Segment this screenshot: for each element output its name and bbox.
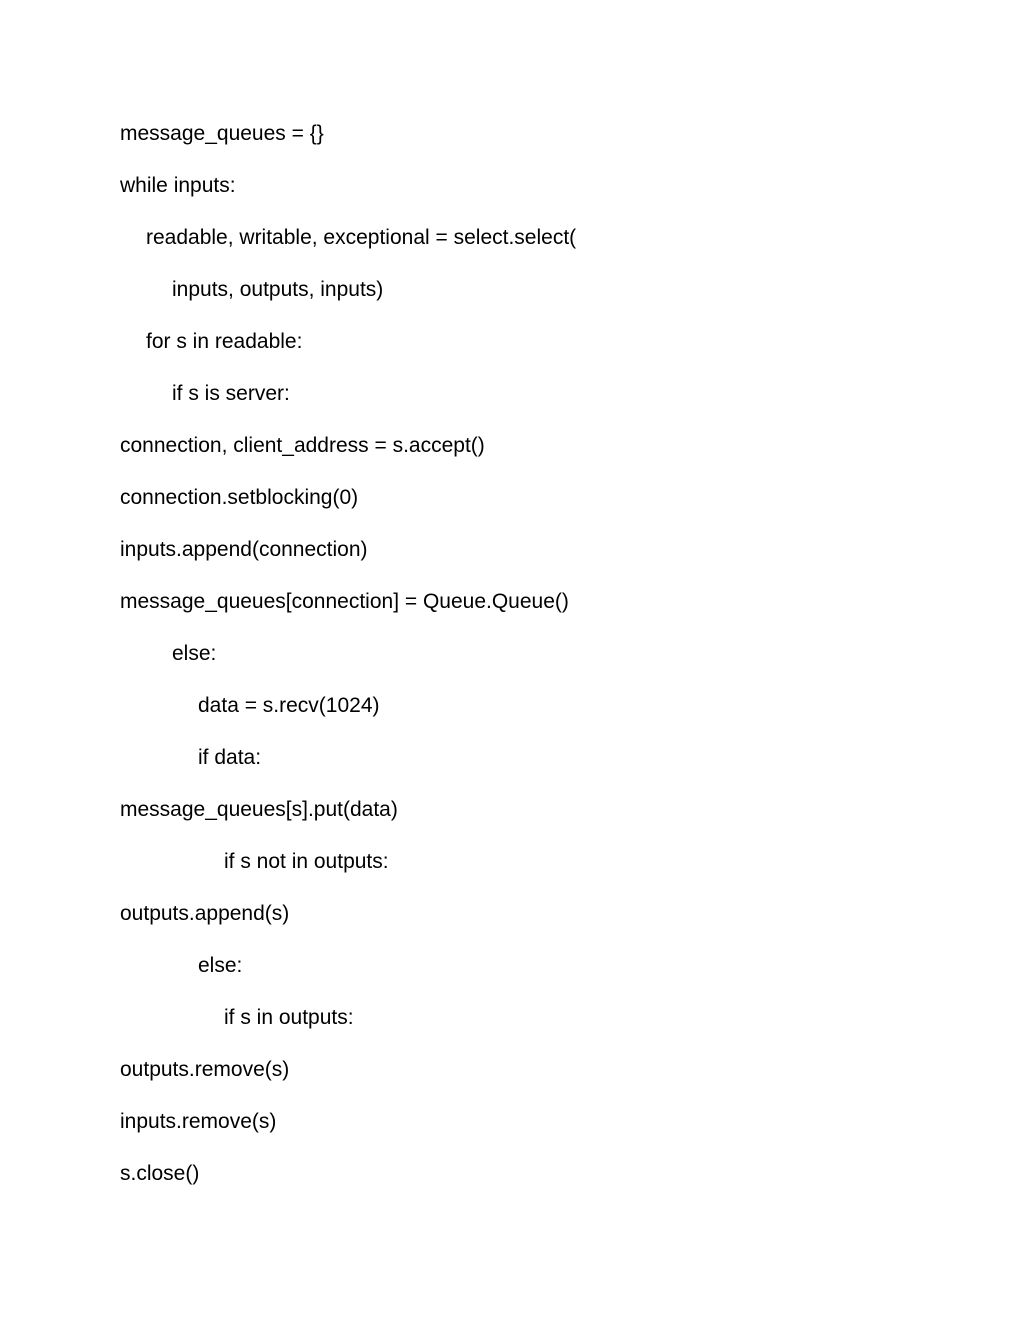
code-line: outputs.remove(s) xyxy=(120,1058,290,1081)
code-line: else: xyxy=(198,954,243,977)
code-line: data = s.recv(1024) xyxy=(198,694,380,717)
code-line: inputs.append(connection) xyxy=(120,538,368,561)
code-line: if s not in outputs: xyxy=(224,850,389,873)
code-line: if s in outputs: xyxy=(224,1006,354,1029)
code-line: connection.setblocking(0) xyxy=(120,486,359,509)
code-line: if data: xyxy=(198,746,262,769)
code-listing xyxy=(120,120,576,1212)
code-line: inputs, outputs, inputs) xyxy=(172,278,384,301)
code-line: s.close() xyxy=(120,1162,200,1185)
code-line: connection, client_address = s.accept() xyxy=(120,434,485,457)
code-line: message_queues[connection] = Queue.Queue() xyxy=(120,590,569,613)
code-line: while inputs: xyxy=(120,174,236,197)
code-line: inputs.remove(s) xyxy=(120,1110,277,1133)
code-line: message_queues[s].put(data) xyxy=(120,798,398,821)
code-line: if s is server: xyxy=(172,382,290,405)
code-line: message_queues = {} xyxy=(120,122,324,145)
code-line: outputs.append(s) xyxy=(120,902,290,925)
code-line: for s in readable: xyxy=(146,330,303,353)
code-line: else: xyxy=(172,642,217,665)
code-line: readable, writable, exceptional = select.select( xyxy=(146,226,577,249)
